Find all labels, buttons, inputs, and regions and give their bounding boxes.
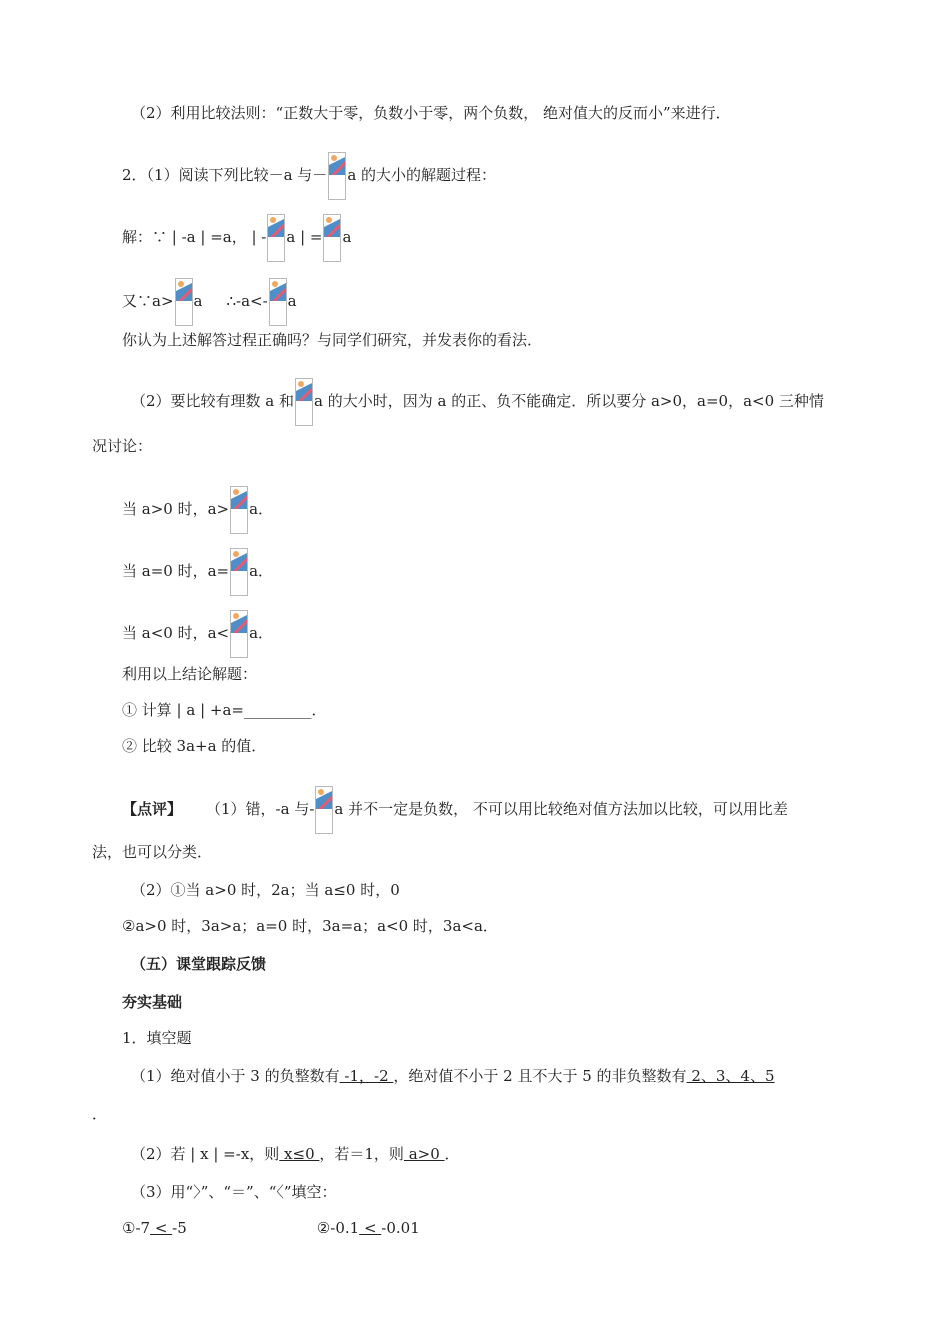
text-line: 【点评】 （1）错，-a 与- a 并不一定是负数， 不可以用比较绝对值方法加以比较，可以用比差 — [122, 786, 788, 834]
text-line: 1．填空题 — [122, 1029, 192, 1047]
text-line: 你认为上述解答过程正确吗？与同学们研究，并发表你的看法． — [122, 331, 543, 349]
broken-image-icon — [328, 152, 346, 200]
text-line: （1）绝对值小于 3 的负整数有 -1，-2 ，绝对值不小于 2 且不大于 5 的非负整数有 2、3、4、5 — [131, 1067, 775, 1085]
text-line: 况讨论： — [92, 437, 153, 455]
text-line: （3）用“〉”、“＝”、“〈”填空： — [131, 1183, 337, 1201]
text-line: （2）利用比较法则：“正数大于零，负数小于零，两个负数， 绝对值大的反而小”来进行． — [131, 104, 731, 122]
section-heading: （五）课堂跟踪反馈 — [131, 955, 267, 973]
broken-image-icon — [230, 486, 248, 534]
answer-blank: < — [150, 1219, 173, 1237]
broken-image-icon — [230, 548, 248, 596]
text-line: （2）要比较有理数 a 和 a 的大小时，因为 a 的正、负不能确定．所以要分 a>0，a=0，a<0 三种情 — [131, 378, 824, 426]
broken-image-icon — [323, 214, 341, 262]
text-line: 当 a<0 时，a< a． — [122, 610, 273, 658]
broken-image-icon — [175, 278, 193, 326]
text-line: ． — [92, 1105, 108, 1123]
text-line: 当 a=0 时，a= a． — [122, 548, 273, 596]
text-line: ①-7 < -5 ②-0.1 < -0.01 — [122, 1219, 420, 1237]
answer-blank: 2、3、4、5 — [686, 1067, 775, 1085]
text-line: ②a>0 时，3a>a；a=0 时，3a=a；a<0 时，3a<a． — [122, 917, 498, 935]
text-line: 解：∵ | -a | =a， | - a | = a — [122, 214, 351, 262]
text-line: （2）若 | x | =-x，则 x≤0 ，若＝1，则 a>0 ． — [131, 1145, 460, 1163]
answer-blank: -1，-2 — [339, 1067, 394, 1085]
text-line: ① 计算 | a | +a=_________． — [122, 701, 327, 719]
answer-blank: < — [359, 1219, 382, 1237]
section-heading: 夯实基础 — [122, 993, 183, 1011]
text-line: 又∵a> a ∴-a<- a — [122, 278, 297, 326]
answer-blank: a>0 — [403, 1145, 445, 1163]
broken-image-icon — [267, 214, 285, 262]
broken-image-icon — [269, 278, 287, 326]
text-line: （2）①当 a>0 时，2a；当 a≤0 时，0 — [131, 881, 400, 899]
text-line: ② 比较 3a+a 的值． — [122, 737, 267, 755]
text-line: 法，也可以分类． — [92, 843, 213, 861]
text-line: 利用以上结论解题： — [122, 665, 258, 683]
broken-image-icon — [230, 610, 248, 658]
text-line: 2．（1）阅读下列比较－a 与－ a 的大小的解题过程： — [122, 152, 496, 200]
broken-image-icon — [315, 786, 333, 834]
answer-blank: x≤0 — [279, 1145, 320, 1163]
text-line: 当 a>0 时，a> a． — [122, 486, 273, 534]
broken-image-icon — [295, 378, 313, 426]
